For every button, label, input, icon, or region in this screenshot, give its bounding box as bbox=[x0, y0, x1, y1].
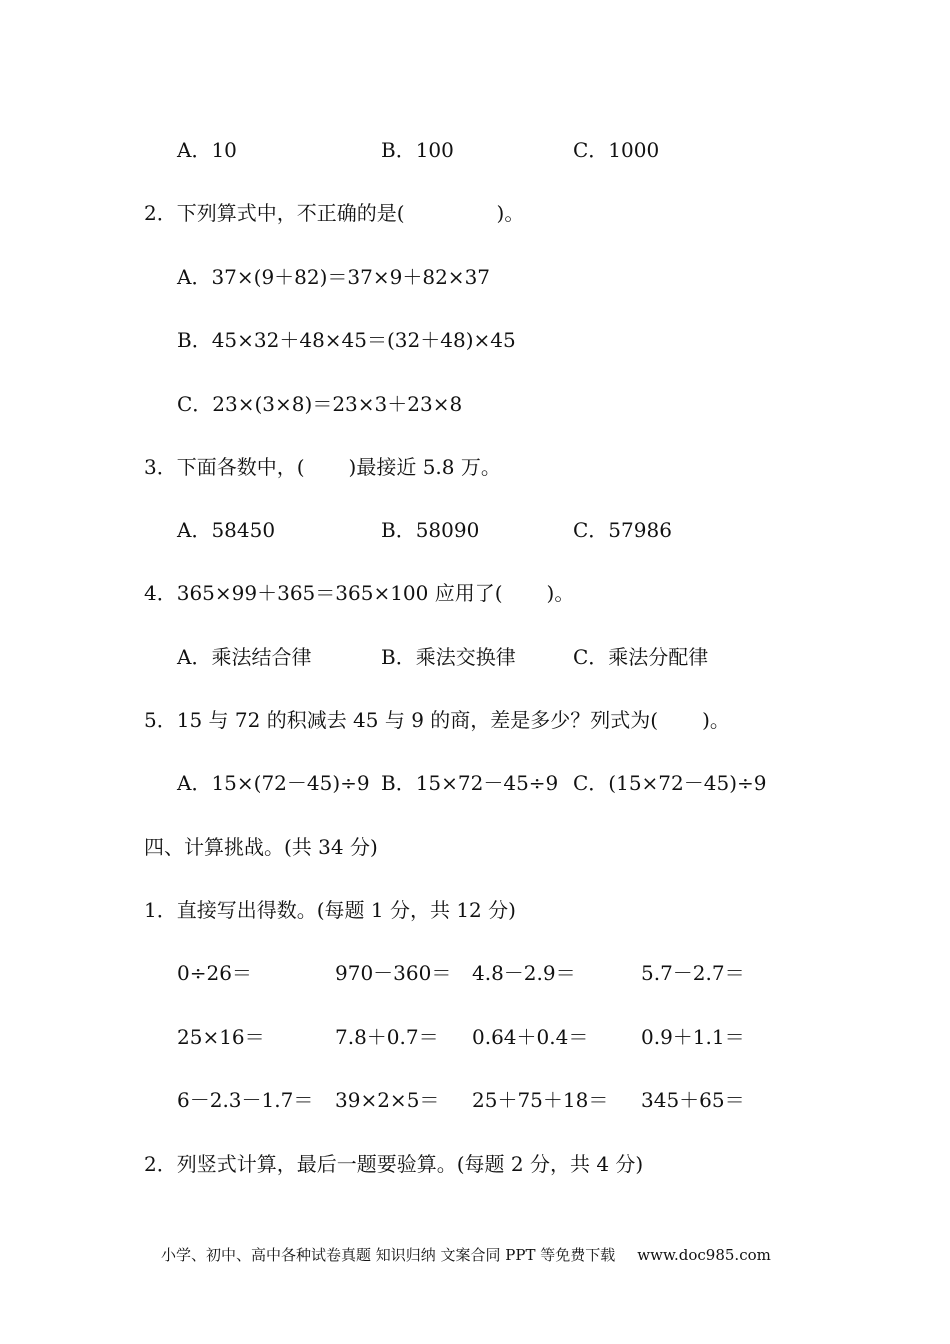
q3-option-b: B．58090 bbox=[381, 518, 480, 542]
q5-stem-end: )。 bbox=[702, 708, 730, 732]
q4-stem-end: )。 bbox=[546, 581, 575, 605]
q2-option-c: C．23×(3×8)＝23×3＋23×8 bbox=[177, 392, 463, 416]
q4-option-a: A．乘法结合律 bbox=[177, 645, 312, 669]
q3-stem bbox=[144, 454, 501, 480]
q2-stem-text: 2．下列算式中，不正确的是( bbox=[144, 201, 405, 225]
footer-text: 小学、初中、高中各种试卷真题 知识归纳 文案合同 PPT 等免费下载 bbox=[161, 1246, 616, 1264]
calc-item: 39×2×5＝ bbox=[335, 1088, 440, 1112]
calc-item: 970－360＝ bbox=[335, 961, 452, 985]
q4-option-c: C．乘法分配律 bbox=[573, 645, 709, 669]
q1-option-a: A．10 bbox=[177, 138, 237, 162]
calc-item: 0÷26＝ bbox=[177, 961, 252, 985]
q2-option-a: A．37×(9＋82)＝37×9＋82×37 bbox=[177, 265, 491, 289]
calc-item: 0.9＋1.1＝ bbox=[641, 1025, 745, 1049]
calc-item: 7.8＋0.7＝ bbox=[335, 1025, 439, 1049]
calc-item: 345＋65＝ bbox=[641, 1088, 745, 1112]
q1-option-b: B．100 bbox=[381, 138, 454, 162]
footer-url[interactable]: www.doc985.com bbox=[637, 1246, 771, 1264]
q3-stem-end: )最接近 5.8 万。 bbox=[348, 455, 501, 479]
q1-option-c: C．1000 bbox=[573, 138, 660, 162]
q2-option-b: B．45×32＋48×45＝(32＋48)×45 bbox=[177, 328, 516, 352]
q3-stem-text: 3．下面各数中，( bbox=[144, 455, 305, 479]
q3-option-a: A．58450 bbox=[177, 518, 276, 542]
q3-option-c: C．57986 bbox=[573, 518, 672, 542]
part-2-title: 2．列竖式计算，最后一题要验算。(每题 2 分，共 4 分) bbox=[144, 1152, 644, 1176]
q2-stem-end: )。 bbox=[496, 201, 525, 225]
calc-item: 6－2.3－1.7＝ bbox=[177, 1088, 314, 1112]
q5-stem-text: 5．15 与 72 的积减去 45 与 9 的商，差是多少？列式为( bbox=[144, 708, 659, 732]
calc-item: 5.7－2.7＝ bbox=[641, 961, 745, 985]
calc-item: 25＋75＋18＝ bbox=[472, 1088, 609, 1112]
q5-option-b: B．15×72－45÷9 bbox=[381, 771, 559, 795]
q5-stem bbox=[144, 707, 730, 733]
calc-item: 0.64＋0.4＝ bbox=[472, 1025, 589, 1049]
q4-stem bbox=[144, 580, 574, 606]
q5-option-c: C．(15×72－45)÷9 bbox=[573, 771, 767, 795]
q5-option-a: A．15×(72－45)÷9 bbox=[177, 771, 370, 795]
section-4-title: 四、计算挑战。(共 34 分) bbox=[144, 835, 378, 859]
q2-stem bbox=[144, 200, 524, 226]
q4-stem-text: 4．365×99＋365＝365×100 应用了( bbox=[144, 581, 503, 605]
calc-item: 4.8－2.9＝ bbox=[472, 961, 576, 985]
q4-option-b: B．乘法交换律 bbox=[381, 645, 516, 669]
calc-item: 25×16＝ bbox=[177, 1025, 265, 1049]
page-footer bbox=[161, 1245, 771, 1265]
part-1-title: 1．直接写出得数。(每题 1 分，共 12 分) bbox=[144, 898, 516, 922]
